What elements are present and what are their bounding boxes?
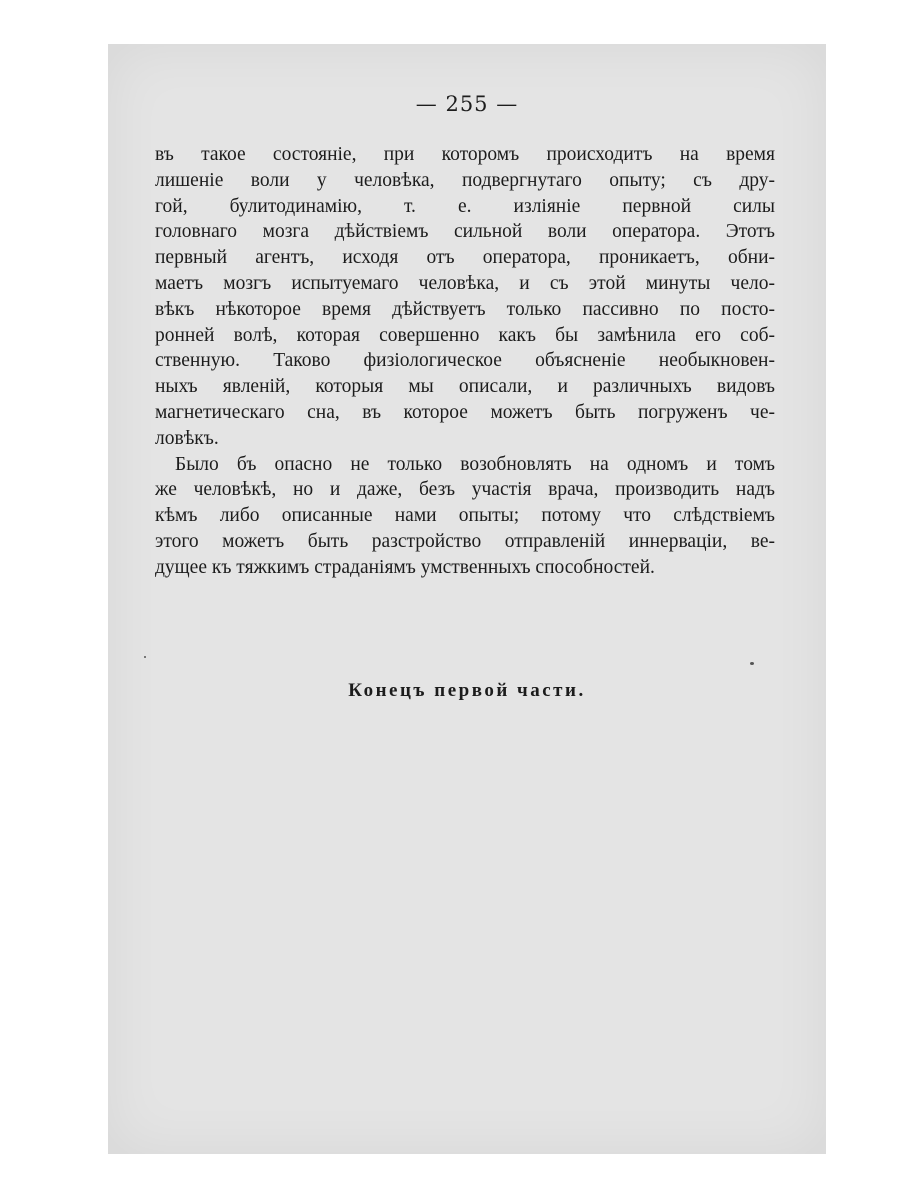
scan-speck [144, 656, 146, 658]
text-line: магнетическаго сна, въ которое можетъ быть погруженъ че- [155, 401, 775, 423]
text-line: вѣкъ нѣкоторое время дѣйствуетъ только пассивно по посто- [155, 298, 775, 320]
scan-speck [750, 662, 754, 665]
text-line: ронней волѣ, которая совершенно какъ бы замѣнила его соб- [155, 324, 775, 346]
body-text [155, 142, 775, 581]
text-line: этого можетъ быть разстройство отправленій иннерваціи, ве- [155, 530, 775, 552]
text-line: первный агентъ, исходя отъ оператора, проникаетъ, обни- [155, 247, 775, 269]
paragraph-2 [155, 452, 775, 581]
text-line: же человѣкѣ, но и даже, безъ участія врача, производить надъ [155, 479, 775, 501]
paragraph-1 [155, 142, 775, 452]
scanned-page [108, 44, 826, 1154]
text-line: кѣмъ либо описанные нами опыты; потому что слѣдствіемъ [155, 505, 775, 527]
text-line: дущее къ тяжкимъ страданіямъ умственныхъ способностей. [155, 556, 655, 578]
text-line: маетъ мозгъ испытуемаго человѣка, и съ этой минуты чело- [155, 272, 775, 294]
text-line: Было бъ опасно не только возобновлять на одномъ и томъ [175, 453, 775, 475]
text-line: гой, булитодинамію, т. е. изліяніе первной силы [155, 195, 775, 217]
text-line: головнаго мозга дѣйствіемъ сильной воли оператора. Этотъ [155, 221, 775, 243]
text-line: ныхъ явленій, которыя мы описали, и различныхъ видовъ [155, 376, 775, 398]
text-line: въ такое состояніе, при которомъ происходитъ на время [155, 144, 775, 165]
text-line: ловѣкъ. [155, 427, 219, 449]
text-line: ственную. Таково физіологическое объясненіе необыкновен- [155, 350, 775, 372]
text-line: лишеніе воли у человѣка, подвергнутаго опыту; съ дру- [155, 169, 775, 191]
part-end-title: Конецъ первой части. [348, 680, 586, 701]
page-number: — 255 — [415, 92, 519, 116]
